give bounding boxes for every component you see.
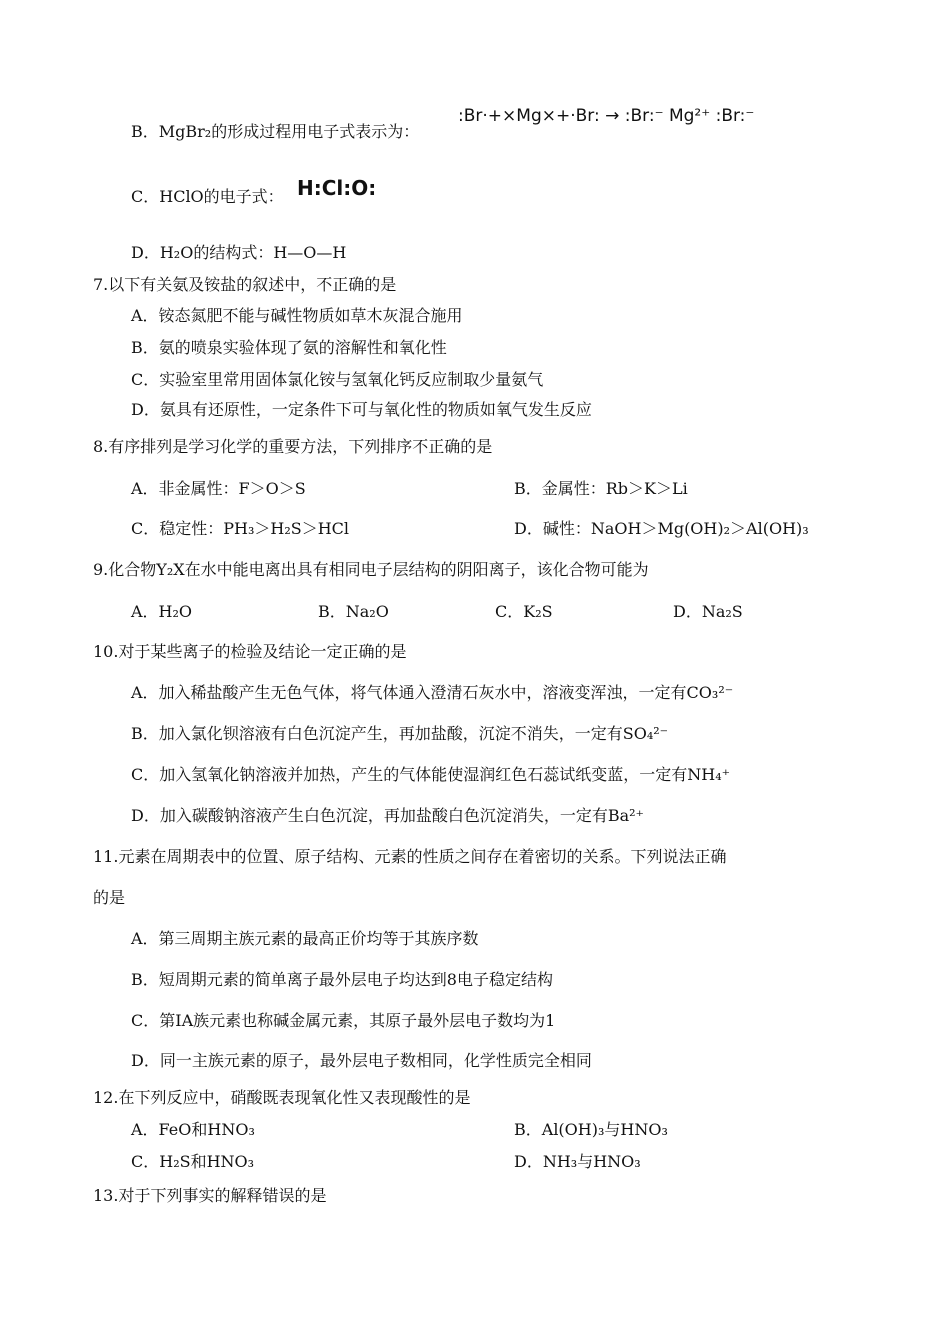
q9-stem: 9.化合物Y₂X在水中能电离出具有相同电子层结构的阴阳离子，该化合物可能为 [93, 560, 649, 579]
q6-option-d: D．H₂O的结构式：H—O—H [131, 243, 347, 262]
q10-stem: 10.对于某些离子的检验及结论一定正确的是 [93, 642, 407, 661]
q12-stem: 12.在下列反应中，硝酸既表现氧化性又表现酸性的是 [93, 1088, 471, 1107]
q11-stem-line1: 11.元素在周期表中的位置、原子结构、元素的性质之间存在着密切的关系。下列说法正确 [93, 847, 727, 866]
q10-option-b: B．加入氯化钡溶液有白色沉淀产生，再加盐酸，沉淀不消失，一定有SO₄²⁻ [131, 724, 669, 743]
q9-option-c: C．K₂S [495, 602, 553, 621]
q13-stem: 13.对于下列事实的解释错误的是 [93, 1186, 327, 1205]
q10-option-a: A．加入稀盐酸产生无色气体，将气体通入澄清石灰水中，溶液变浑浊，一定有CO₃²⁻ [131, 683, 734, 702]
q8-stem: 8.有序排列是学习化学的重要方法，下列排序不正确的是 [93, 437, 493, 456]
q7-option-c: C．实验室里常用固体氯化铵与氢氧化钙反应制取少量氨气 [131, 370, 544, 389]
q12-option-d: D．NH₃与HNO₃ [514, 1152, 641, 1171]
q9-option-d: D．Na₂S [673, 602, 743, 621]
q11-option-a: A．第三周期主族元素的最高正价均等于其族序数 [131, 929, 479, 948]
q6-option-b: B．MgBr₂的形成过程用电子式表示为： [131, 122, 420, 141]
q9-option-b: B．Na₂O [318, 602, 389, 621]
q12-option-c: C．H₂S和HNO₃ [131, 1152, 255, 1171]
q8-option-c: C．稳定性：PH₃＞H₂S＞HCl [131, 519, 350, 538]
q7-option-d: D．氨具有还原性，一定条件下可与氧化性的物质如氧气发生反应 [131, 400, 592, 419]
q6-option-c: C．HClO的电子式： [131, 187, 284, 206]
q11-option-d: D．同一主族元素的原子，最外层电子数相同，化学性质完全相同 [131, 1051, 592, 1070]
q11-option-b: B．短周期元素的简单离子最外层电子均达到8电子稳定结构 [131, 970, 553, 989]
q10-option-c: C．加入氢氧化钠溶液并加热，产生的气体能使湿润红色石蕊试纸变蓝，一定有NH₄⁺ [131, 765, 731, 784]
q8-option-b: B．金属性：Rb＞K＞Li [514, 479, 688, 498]
q9-option-a: A．H₂O [131, 602, 193, 621]
q12-option-a: A．FeO和HNO₃ [131, 1120, 255, 1139]
q10-option-d: D．加入碳酸钠溶液产生白色沉淀，再加盐酸白色沉淀消失，一定有Ba²⁺ [131, 806, 644, 825]
q6-b-electron-formula: :Br·+×Mg×+·Br: → :Br:⁻ Mg²⁺ :Br:⁻ [458, 106, 755, 126]
q8-option-a: A．非金属性：F＞O＞S [131, 479, 306, 498]
q11-stem-line2: 的是 [93, 888, 126, 907]
q7-option-b: B．氨的喷泉实验体现了氨的溶解性和氧化性 [131, 338, 447, 357]
q11-option-c: C．第ⅠA族元素也称碱金属元素，其原子最外层电子数均为1 [131, 1011, 556, 1030]
q7-stem: 7.以下有关氨及铵盐的叙述中，不正确的是 [93, 275, 397, 294]
q8-option-d: D．碱性：NaOH＞Mg(OH)₂＞Al(OH)₃ [514, 519, 809, 538]
q7-option-a: A．铵态氮肥不能与碱性物质如草木灰混合施用 [131, 306, 463, 325]
q12-option-b: B．Al(OH)₃与HNO₃ [514, 1120, 668, 1139]
q6-c-electron-formula: H:Cl:O: [297, 176, 377, 200]
